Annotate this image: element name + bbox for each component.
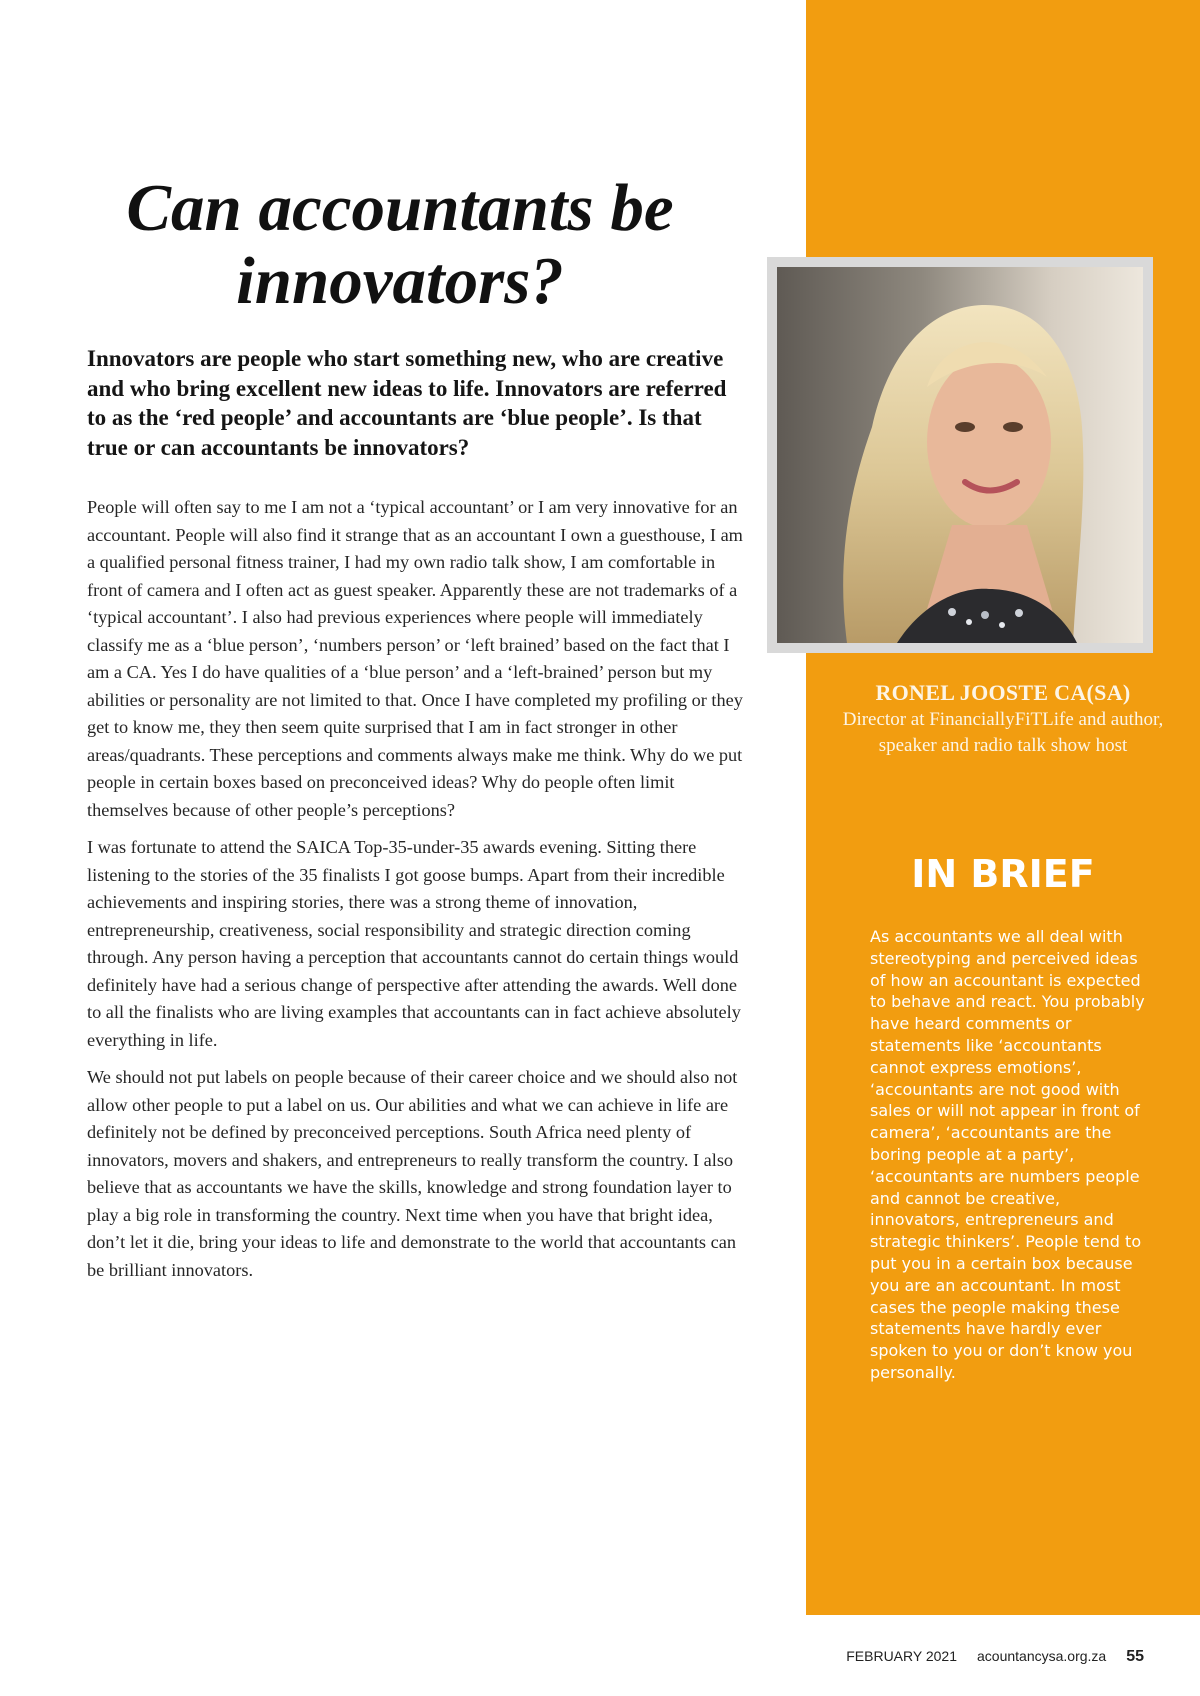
footer-site: acountancysa.org.za [977,1648,1107,1664]
page-footer [846,1648,1144,1672]
body-paragraph: We should not put labels on people because of their career choice and we should also not allow other people to put a label on us. Our abilities and what we can achieve in life are definitely not be defined by preconceived perceptions. South Africa need plenty of innovators, movers and shakers, and entrepreneurs to really transform the country. I also believe that as accountants we have the skills, knowledge and strong foundation layer to play a big role in transforming the country. Next time when you have that bright idea, don’t let it die, bring your ideas to life and demonstrate to the world that accountants can be brilliant innovators. [87,1067,738,1280]
in-brief-heading: IN BRIEF [911,852,1095,896]
author-name: RONEL JOOSTE CA(SA) [875,680,1131,705]
in-brief-text: As accountants we all deal with stereotyping and perceived ideas of how an accountant is expected to behave and react. You probably have heard comments or statements like ‘accountants cannot express emotions’, ‘accountants are not good with sales or will not appear in front of camera’, ‘accountants are the boring people at a party’, ‘accountants are numbers people and cannot be creative, innovators, entrepreneurs and strategic thinkers’. People tend to put you in a certain box because you are an accountant. In most cases the people making these statements have hardly ever spoken to you or don’t know you personally. [870,927,1145,1382]
body-paragraph: I was fortunate to attend the SAICA Top-35-under-35 awards evening. Sitting there listening to the stories of the 35 finalists I got goose bumps. Apart from their incredible achievements and inspiring stories, there was a strong theme of innovation, entrepreneurship, creativeness, social responsibility and strategic direction coming through. Any person having a perception that accountants cannot do certain things would definitely have had a serious change of perspective after attending the awards. Well done to all the finalists who are living examples that accountants can in fact achieve absolutely everything in life. [87,837,741,1050]
author-byline [838,679,1168,759]
author-photo [777,267,1143,643]
article-title: Can accountants be innovators? [126,171,674,318]
article-body [87,494,747,1294]
portrait-image [777,267,1143,643]
article-standfirst: Innovators are people who start something new, who are creative and who bring excellent new ideas to life. Innovators are referred to as the ‘red people’ and accountants are ‘blue people’. Is that true or can accountants be innovators? [87,346,727,460]
footer-date: FEBRUARY 2021 [846,1648,957,1664]
author-photo-frame [767,257,1153,653]
author-role: Director at FinanciallyFiTLife and author, speaker and radio talk show host [842,709,1164,756]
page-number: 55 [1126,1648,1144,1665]
body-paragraph: People will often say to me I am not a ‘typical accountant’ or I am very innovative for an accountant. People will also find it strange that as an accountant I own a guesthouse, I am a qualified personal fitness trainer, I had my own radio talk show, I am comfortable in front of camera and I often act as guest speaker. Apparently these are not trademarks of a ‘typical accountant’. I also had previous experiences where people will immediately classify me as a ‘blue person’, ‘numbers person’ or ‘left brained’ based on the fact that I am a CA. Yes I do have qualities of a ‘blue person’ and a ‘left-brained’ person but my abilities or personality are not limited to that. Once I have completed my profiling or they get to know me, they then seem quite surprised that I am in fact stronger in other areas/quadrants. These perceptions and comments always make me think. Why do we put people in certain boxes based on preconceived ideas? Why do people often limit themselves because of other people’s perceptions? [87,497,743,820]
